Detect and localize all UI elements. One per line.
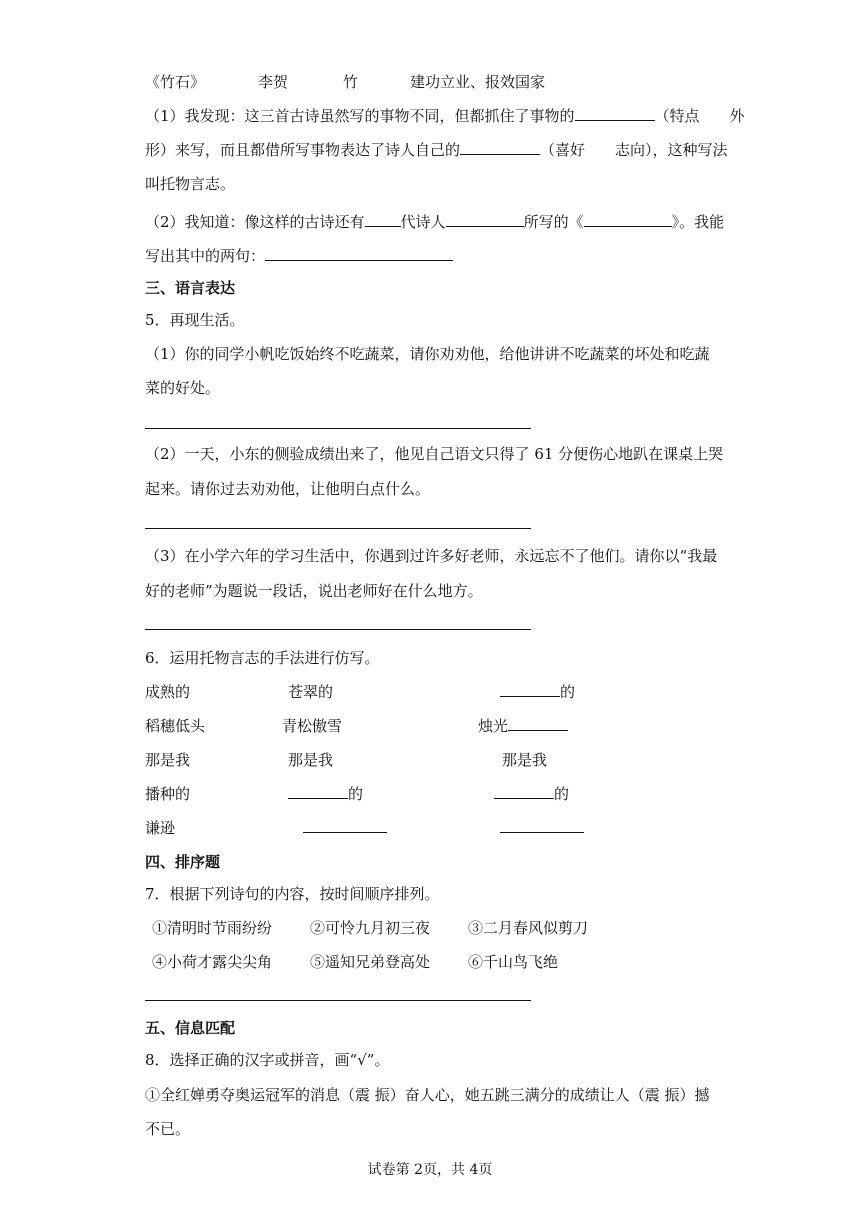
q8-title: 8．选择正确的汉字或拼音，画“√”。 bbox=[145, 1051, 390, 1069]
q5-p3-line1: （3）在小学六年的学习生活中，你遇到过许多好老师，永远忘不了他们。请你以“我最 bbox=[145, 547, 718, 565]
q5-title: 5．再现生活。 bbox=[145, 311, 245, 329]
q6-c3-r5 bbox=[500, 818, 584, 838]
blank[interactable] bbox=[584, 212, 672, 227]
section-heading-5: 五、信息匹配 bbox=[145, 1019, 236, 1037]
poem-author: 李贺 bbox=[258, 73, 289, 91]
q5-p1-line1: （1）你的同学小帆吃饭始终不吃蔬菜，请你劝劝他，给他讲讲不吃蔬菜的坏处和吃蔬 bbox=[145, 345, 710, 363]
q4-1-line1 bbox=[145, 106, 745, 126]
blank[interactable] bbox=[500, 682, 560, 697]
q7-item-4: ④小荷才露尖尖角 bbox=[152, 953, 273, 971]
q4-2-text-e: 写出其中的两句： bbox=[145, 247, 266, 265]
q4-1-text-c: 形）来写，而且都借所写事物表达了诗人自己的 bbox=[145, 141, 461, 159]
blank[interactable] bbox=[288, 784, 348, 799]
q6-c2-r3: 那是我 bbox=[288, 751, 334, 769]
q8-line1: ①全红婵勇夺奥运冠军的消息（震 振）奋人心，她五跳三满分的成绩让人（震 振）撼 bbox=[145, 1086, 710, 1104]
q7-item-3: ③二月春风似剪刀 bbox=[468, 919, 589, 937]
answer-line[interactable] bbox=[145, 528, 531, 529]
section-heading-3: 三、语言表达 bbox=[145, 279, 236, 297]
q7-item-5: ⑤遥知兄弟登高处 bbox=[310, 953, 431, 971]
q6-c3-r1 bbox=[500, 682, 575, 702]
poem-object: 竹 bbox=[343, 73, 359, 91]
q6-c3-r2-text: 烛光 bbox=[478, 717, 509, 735]
blank[interactable] bbox=[365, 212, 401, 227]
blank[interactable] bbox=[500, 818, 584, 833]
q6-c3-r3: 那是我 bbox=[502, 751, 548, 769]
answer-line[interactable] bbox=[145, 428, 531, 429]
blank[interactable] bbox=[575, 106, 655, 121]
q5-p3-line2: 好的老师”为题说一段话，说出老师好在什么地方。 bbox=[145, 582, 483, 600]
q5-p2-line2: 起来。请你过去劝劝他，让他明白点什么。 bbox=[145, 480, 431, 498]
q6-c2-r4-text: 的 bbox=[348, 785, 364, 803]
q6-c3-r4 bbox=[494, 784, 569, 804]
q5-p2-line1: （2）一天，小东的侧验成绩出来了，他见自己语文只得了 61 分便伤心地趴在课桌上哭 bbox=[145, 445, 724, 463]
answer-line[interactable] bbox=[145, 1000, 531, 1001]
q6-title: 6．运用托物言志的手法进行仿写。 bbox=[145, 649, 380, 667]
q6-c2-r5 bbox=[303, 818, 387, 838]
q7-item-1: ①清明时节雨纷纷 bbox=[152, 919, 273, 937]
q6-c1-r3: 那是我 bbox=[145, 751, 191, 769]
q6-c2-r1: 苍翠的 bbox=[288, 683, 334, 701]
poem-title: 《竹石》 bbox=[145, 73, 206, 91]
q6-c3-r4-text: 的 bbox=[554, 785, 570, 803]
blank[interactable] bbox=[446, 212, 524, 227]
q5-p1-line2: 菜的好处。 bbox=[145, 379, 221, 397]
q4-1-text-b: （特点 外 bbox=[654, 107, 745, 125]
q6-c1-r1: 成熟的 bbox=[145, 683, 191, 701]
blank[interactable] bbox=[508, 716, 568, 731]
blank[interactable] bbox=[494, 784, 554, 799]
q6-c3-r1-text: 的 bbox=[560, 683, 576, 701]
q8-line2: 不已。 bbox=[145, 1120, 191, 1138]
q6-c2-r4 bbox=[288, 784, 363, 804]
section-heading-4: 四、排序题 bbox=[145, 853, 221, 871]
blank[interactable] bbox=[303, 818, 387, 833]
q6-c3-r2 bbox=[478, 716, 568, 736]
blank[interactable] bbox=[265, 246, 453, 261]
q4-2-line2 bbox=[145, 246, 453, 266]
q6-c1-r5: 谦逊 bbox=[145, 819, 176, 837]
q4-1-line3: 叫托物言志。 bbox=[145, 175, 236, 193]
q4-1-line2 bbox=[145, 140, 728, 160]
q4-1-text-a: （1）我发现：这三首古诗虽然写的事物不同，但都抓住了事物的 bbox=[145, 107, 575, 125]
q7-item-6: ⑥千山鸟飞绝 bbox=[468, 953, 559, 971]
page-footer: 试卷第 2页，共 4页 bbox=[367, 1162, 493, 1178]
blank[interactable] bbox=[460, 140, 540, 155]
q6-c1-r2: 稻穗低头 bbox=[145, 717, 206, 735]
q4-2-text-c: 所写的《 bbox=[523, 213, 584, 231]
answer-line[interactable] bbox=[145, 629, 531, 630]
q4-2-text-b: 代诗人 bbox=[400, 213, 446, 231]
q7-title: 7．根据下列诗句的内容，按时间顺序排列。 bbox=[145, 885, 440, 903]
q4-1-text-d: （喜好 志向），这种写法 bbox=[540, 141, 728, 159]
q6-c2-r2: 青松傲雪 bbox=[282, 717, 343, 735]
q4-2-line1 bbox=[145, 212, 724, 232]
q4-2-text-d: 》。我能 bbox=[671, 213, 725, 231]
q7-item-2: ②可怜九月初三夜 bbox=[310, 919, 431, 937]
q4-2-text-a: （2）我知道：像这样的古诗还有 bbox=[145, 213, 365, 231]
q6-c1-r4: 播种的 bbox=[145, 785, 191, 803]
poem-theme: 建功立业、报效国家 bbox=[410, 73, 546, 91]
